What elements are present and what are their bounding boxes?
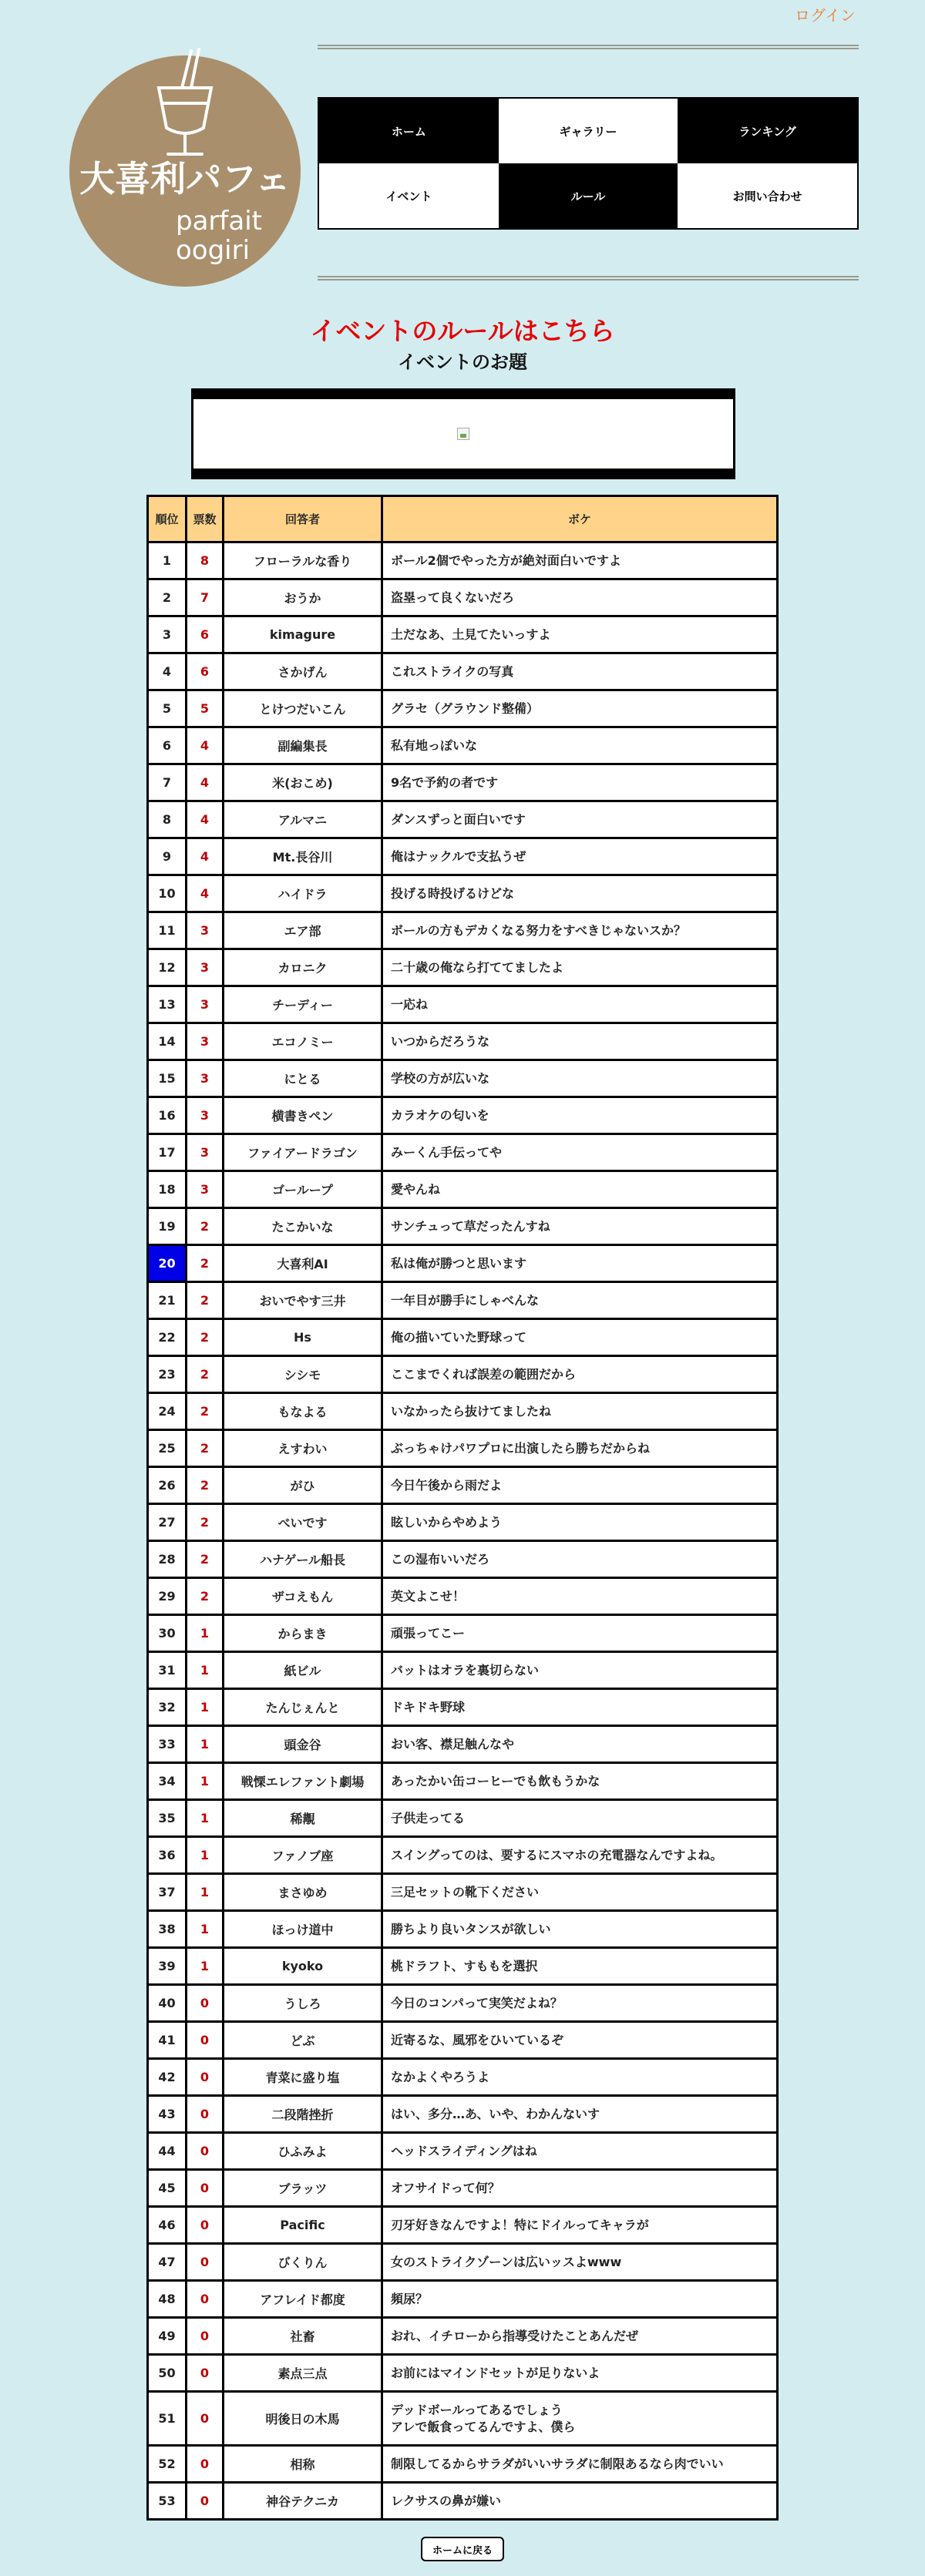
nav-event[interactable]: イベント <box>319 163 499 228</box>
rank-cell: 9 <box>148 838 187 875</box>
respondent-cell: 稀覯 <box>224 1800 382 1837</box>
boke-cell: この湿布いいだろ <box>382 1541 778 1578</box>
boke-cell: 今日のコンパって実笑だよね？ <box>382 1985 778 2022</box>
event-rules-link[interactable]: イベントのルールはこちら <box>310 316 615 346</box>
table-row <box>148 1245 778 1282</box>
table-row <box>148 1023 778 1060</box>
table-row <box>148 1208 778 1245</box>
table-row <box>148 2207 778 2244</box>
votes-cell: 2 <box>187 1393 224 1430</box>
respondent-cell: カロニク <box>224 949 382 986</box>
votes-cell: 2 <box>187 1319 224 1356</box>
votes-cell: 1 <box>187 1874 224 1911</box>
votes-cell: 0 <box>187 2133 224 2170</box>
respondent-cell: チーディー <box>224 986 382 1023</box>
boke-cell: サンチュって草だったんすね <box>382 1208 778 1245</box>
rank-cell: 24 <box>148 1393 187 1430</box>
votes-cell: 3 <box>187 1134 224 1171</box>
table-row <box>148 1652 778 1689</box>
rank-cell: 50 <box>148 2355 187 2392</box>
table-row <box>148 2318 778 2355</box>
boke-cell: ボールの方もデカくなる努力をすべきじゃないスか？ <box>382 912 778 949</box>
boke-cell: 私は俺が勝つと思います <box>382 1245 778 1282</box>
votes-cell: 0 <box>187 2170 224 2207</box>
table-row <box>148 2446 778 2483</box>
boke-cell: 俺の描いていた野球って <box>382 1319 778 1356</box>
boke-cell: 今日午後から雨だよ <box>382 1467 778 1504</box>
header-rank: 順位 <box>148 496 187 542</box>
rank-cell: 6 <box>148 727 187 764</box>
boke-cell: 制限してるからサラダがいいサラダに制限あるなら肉でいい <box>382 2446 778 2483</box>
table-row <box>148 1689 778 1726</box>
rank-cell: 14 <box>148 1023 187 1060</box>
respondent-cell: 相称 <box>224 2446 382 2483</box>
boke-cell: おい客、襟足触んなや <box>382 1726 778 1763</box>
respondent-cell: 二段階挫折 <box>224 2096 382 2133</box>
respondent-cell: まさゆめ <box>224 1874 382 1911</box>
back-to-home-button[interactable]: ホームに戻る <box>421 2537 504 2561</box>
rank-cell: 3 <box>148 616 187 653</box>
rank-cell: 40 <box>148 1985 187 2022</box>
boke-cell: 9名で予約の者です <box>382 764 778 801</box>
rank-cell: 23 <box>148 1356 187 1393</box>
respondent-cell: フローラルな香り <box>224 542 382 579</box>
rank-cell: 34 <box>148 1763 187 1800</box>
respondent-cell: ファイアードラゴン <box>224 1134 382 1171</box>
rank-cell: 29 <box>148 1578 187 1615</box>
boke-cell: なかよくやろうよ <box>382 2059 778 2096</box>
broken-image-icon <box>457 428 469 440</box>
votes-cell: 1 <box>187 1689 224 1726</box>
boke-cell: あったかい缶コーヒーでも飲もうかな <box>382 1763 778 1800</box>
votes-cell: 0 <box>187 2281 224 2318</box>
boke-cell: 近寄るな、風邪をひいているぞ <box>382 2022 778 2059</box>
header-boke: ボケ <box>382 496 778 542</box>
votes-cell: 4 <box>187 727 224 764</box>
rank-cell: 32 <box>148 1689 187 1726</box>
table-row <box>148 1356 778 1393</box>
rank-cell: 45 <box>148 2170 187 2207</box>
respondent-cell: ハイドラ <box>224 875 382 912</box>
rank-cell: 42 <box>148 2059 187 2096</box>
votes-cell: 2 <box>187 1578 224 1615</box>
respondent-cell: 米(おこめ) <box>224 764 382 801</box>
table-row <box>148 1985 778 2022</box>
votes-cell: 0 <box>187 2096 224 2133</box>
votes-cell: 3 <box>187 1023 224 1060</box>
rank-cell: 38 <box>148 1911 187 1948</box>
votes-cell: 0 <box>187 2355 224 2392</box>
table-row <box>148 1763 778 1800</box>
table-row <box>148 912 778 949</box>
respondent-cell: kyoko <box>224 1948 382 1985</box>
nav-home[interactable]: ホーム <box>319 99 499 163</box>
votes-cell: 1 <box>187 1726 224 1763</box>
votes-cell: 6 <box>187 653 224 690</box>
respondent-cell: びくりん <box>224 2244 382 2281</box>
respondent-cell: kimagure <box>224 616 382 653</box>
respondent-cell: 紙ビル <box>224 1652 382 1689</box>
table-row <box>148 1874 778 1911</box>
boke-cell: みーくん手伝ってや <box>382 1134 778 1171</box>
votes-cell: 4 <box>187 764 224 801</box>
respondent-cell: ほっけ道中 <box>224 1911 382 1948</box>
table-row <box>148 1578 778 1615</box>
respondent-cell: 横書きペン <box>224 1097 382 1134</box>
boke-cell: 盗塁って良くないだろ <box>382 579 778 616</box>
respondent-cell: Pacific <box>224 2207 382 2244</box>
main-navigation <box>318 45 859 280</box>
votes-cell: 1 <box>187 1948 224 1985</box>
votes-cell: 2 <box>187 1504 224 1541</box>
ranking-header-row <box>148 496 778 542</box>
votes-cell: 1 <box>187 1615 224 1652</box>
boke-cell: 英文よこせ！ <box>382 1578 778 1615</box>
rank-cell: 17 <box>148 1134 187 1171</box>
nav-bottom-rule <box>318 276 859 280</box>
votes-cell: 0 <box>187 2392 224 2446</box>
nav-gallery[interactable]: ギャラリー <box>499 99 678 163</box>
respondent-cell: 頭金谷 <box>224 1726 382 1763</box>
rank-cell: 43 <box>148 2096 187 2133</box>
boke-cell: グラセ（グラウンド整備） <box>382 690 778 727</box>
table-row <box>148 1282 778 1319</box>
respondent-cell: 明後日の木馬 <box>224 2392 382 2446</box>
table-row <box>148 801 778 838</box>
votes-cell: 1 <box>187 1652 224 1689</box>
table-row <box>148 1911 778 1948</box>
rank-cell: 2 <box>148 579 187 616</box>
rank-cell: 25 <box>148 1430 187 1467</box>
ranking-body <box>148 542 778 2520</box>
rank-cell: 35 <box>148 1800 187 1837</box>
votes-cell: 0 <box>187 2059 224 2096</box>
rank-cell: 18 <box>148 1171 187 1208</box>
votes-cell: 3 <box>187 986 224 1023</box>
respondent-cell: エア部 <box>224 912 382 949</box>
respondent-cell: にとる <box>224 1060 382 1097</box>
votes-cell: 8 <box>187 542 224 579</box>
respondent-cell: さかげん <box>224 653 382 690</box>
boke-cell: ここまでくれば誤差の範囲だから <box>382 1356 778 1393</box>
rank-cell: 49 <box>148 2318 187 2355</box>
boke-cell: ダンスずっと面白いです <box>382 801 778 838</box>
boke-cell: 愛やんね <box>382 1171 778 1208</box>
votes-cell: 4 <box>187 801 224 838</box>
boke-cell: 俺はナックルで支払うぜ <box>382 838 778 875</box>
table-row <box>148 2355 778 2392</box>
respondent-cell: おうか <box>224 579 382 616</box>
votes-cell: 0 <box>187 2022 224 2059</box>
rank-cell: 39 <box>148 1948 187 1985</box>
respondent-cell: ファノブ座 <box>224 1837 382 1874</box>
header-respondent: 回答者 <box>224 496 382 542</box>
nav-ranking[interactable]: ランキング <box>678 99 857 163</box>
votes-cell: 1 <box>187 1911 224 1948</box>
rank-cell: 10 <box>148 875 187 912</box>
boke-cell: これストライクの写真 <box>382 653 778 690</box>
boke-cell: ボール2個でやった方が絶対面白いですよ <box>382 542 778 579</box>
votes-cell: 3 <box>187 1060 224 1097</box>
table-row <box>148 1134 778 1171</box>
rank-cell: 52 <box>148 2446 187 2483</box>
respondent-cell: 戦慄エレファント劇場 <box>224 1763 382 1800</box>
respondent-cell: 大喜利AI <box>224 1245 382 1282</box>
nav-rules[interactable]: ルール <box>499 163 678 228</box>
table-row <box>148 1097 778 1134</box>
boke-cell: 眩しいからやめよう <box>382 1504 778 1541</box>
respondent-cell: ザコえもん <box>224 1578 382 1615</box>
rank-cell: 20 <box>148 1245 187 1282</box>
votes-cell: 5 <box>187 690 224 727</box>
votes-cell: 2 <box>187 1282 224 1319</box>
votes-cell: 4 <box>187 838 224 875</box>
respondent-cell: 青菜に盛り塩 <box>224 2059 382 2096</box>
logo-sub-parfait: parfait <box>176 206 262 237</box>
boke-cell: 勝ちより良いタンスが欲しい <box>382 1911 778 1948</box>
rank-cell: 33 <box>148 1726 187 1763</box>
table-row <box>148 1060 778 1097</box>
votes-cell: 0 <box>187 2483 224 2520</box>
rank-cell: 1 <box>148 542 187 579</box>
respondent-cell: シシモ <box>224 1356 382 1393</box>
boke-cell: ぶっちゃけパワプロに出演したら勝ちだからね <box>382 1430 778 1467</box>
table-row <box>148 2244 778 2281</box>
nav-grid <box>318 97 859 230</box>
rank-cell: 44 <box>148 2133 187 2170</box>
table-row <box>148 2483 778 2520</box>
table-row <box>148 1726 778 1763</box>
respondent-cell: たんじぇんと <box>224 1689 382 1726</box>
boke-cell: 二十歳の俺なら打ててましたよ <box>382 949 778 986</box>
logo-sub-oogiri: oogiri <box>175 235 251 266</box>
respondent-cell: アフレイド都度 <box>224 2281 382 2318</box>
votes-cell: 1 <box>187 1800 224 1837</box>
votes-cell: 0 <box>187 2244 224 2281</box>
table-row <box>148 1430 778 1467</box>
respondent-cell: どぶ <box>224 2022 382 2059</box>
table-row <box>148 1504 778 1541</box>
respondent-cell: 神谷テクニカ <box>224 2483 382 2520</box>
table-row <box>148 949 778 986</box>
votes-cell: 0 <box>187 2318 224 2355</box>
respondent-cell: 社畜 <box>224 2318 382 2355</box>
respondent-cell: ブラッツ <box>224 2170 382 2207</box>
parfait-oogiri-logo[interactable] <box>68 48 302 287</box>
boke-cell: 子供走ってる <box>382 1800 778 1837</box>
rank-cell: 15 <box>148 1060 187 1097</box>
rank-cell: 37 <box>148 1874 187 1911</box>
respondent-cell: うしろ <box>224 1985 382 2022</box>
votes-cell: 1 <box>187 1763 224 1800</box>
respondent-cell: ひふみよ <box>224 2133 382 2170</box>
table-row <box>148 986 778 1023</box>
rank-cell: 51 <box>148 2392 187 2446</box>
votes-cell: 2 <box>187 1245 224 1282</box>
rank-cell: 7 <box>148 764 187 801</box>
rank-cell: 31 <box>148 1652 187 1689</box>
votes-cell: 0 <box>187 2207 224 2244</box>
votes-cell: 4 <box>187 875 224 912</box>
votes-cell: 0 <box>187 2446 224 2483</box>
boke-cell: カラオケの匂いを <box>382 1097 778 1134</box>
boke-cell: レクサスの鼻が嫌い <box>382 2483 778 2520</box>
table-row <box>148 727 778 764</box>
event-theme-image-frame <box>191 388 735 479</box>
table-row <box>148 1615 778 1652</box>
votes-cell: 2 <box>187 1430 224 1467</box>
boke-cell: スイングってのは、要するにスマホの充電器なんですよね。 <box>382 1837 778 1874</box>
rank-cell: 26 <box>148 1467 187 1504</box>
votes-cell: 3 <box>187 1097 224 1134</box>
boke-cell: 刃牙好きなんですよ！特にドイルってキャラが <box>382 2207 778 2244</box>
respondent-cell: ゴーループ <box>224 1171 382 1208</box>
votes-cell: 0 <box>187 1985 224 2022</box>
boke-cell: バットはオラを裏切らない <box>382 1652 778 1689</box>
respondent-cell: とけつだいこん <box>224 690 382 727</box>
respondent-cell: Mt.長谷川 <box>224 838 382 875</box>
rank-cell: 13 <box>148 986 187 1023</box>
boke-cell: ドキドキ野球 <box>382 1689 778 1726</box>
nav-contact[interactable]: お問い合わせ <box>678 163 857 228</box>
rank-cell: 27 <box>148 1504 187 1541</box>
votes-cell: 2 <box>187 1208 224 1245</box>
table-row <box>148 653 778 690</box>
rank-cell: 28 <box>148 1541 187 1578</box>
table-row <box>148 2133 778 2170</box>
rank-cell: 36 <box>148 1837 187 1874</box>
table-row <box>148 1393 778 1430</box>
boke-cell: 頑張ってこー <box>382 1615 778 1652</box>
table-row <box>148 838 778 875</box>
votes-cell: 7 <box>187 579 224 616</box>
rank-cell: 46 <box>148 2207 187 2244</box>
boke-cell: 学校の方が広いな <box>382 1060 778 1097</box>
boke-cell: おれ、イチローから指導受けたことあんだぜ <box>382 2318 778 2355</box>
respondent-cell: 素点三点 <box>224 2355 382 2392</box>
boke-cell: デッドボールってあるでしょう アレで飯食ってるんですよ、僕ら <box>382 2392 778 2446</box>
table-row <box>148 1837 778 1874</box>
respondent-cell: べいです <box>224 1504 382 1541</box>
boke-cell: 投げる時投げるけどな <box>382 875 778 912</box>
respondent-cell: エコノミー <box>224 1023 382 1060</box>
table-row <box>148 1467 778 1504</box>
votes-cell: 2 <box>187 1467 224 1504</box>
table-row <box>148 1171 778 1208</box>
rank-cell: 41 <box>148 2022 187 2059</box>
rank-cell: 47 <box>148 2244 187 2281</box>
rank-cell: 4 <box>148 653 187 690</box>
table-row <box>148 1319 778 1356</box>
table-row <box>148 2096 778 2133</box>
boke-cell: ヘッドスライディングはね <box>382 2133 778 2170</box>
event-theme-heading: イベントのお題 <box>398 351 527 373</box>
table-row <box>148 579 778 616</box>
boke-cell: 桃ドラフト、すももを選択 <box>382 1948 778 1985</box>
rank-cell: 5 <box>148 690 187 727</box>
rank-cell: 8 <box>148 801 187 838</box>
table-row <box>148 875 778 912</box>
table-row <box>148 764 778 801</box>
votes-cell: 3 <box>187 1171 224 1208</box>
boke-cell: 私有地っぽいな <box>382 727 778 764</box>
rank-cell: 22 <box>148 1319 187 1356</box>
login-link[interactable]: ログイン <box>795 6 856 25</box>
rank-cell: 19 <box>148 1208 187 1245</box>
respondent-cell: からまき <box>224 1615 382 1652</box>
boke-cell: お前にはマインドセットが足りないよ <box>382 2355 778 2392</box>
respondent-cell: Hs <box>224 1319 382 1356</box>
boke-cell: いなかったら抜けてましたね <box>382 1393 778 1430</box>
table-row <box>148 2170 778 2207</box>
rank-cell: 16 <box>148 1097 187 1134</box>
table-row <box>148 542 778 579</box>
votes-cell: 2 <box>187 1541 224 1578</box>
boke-cell: 三足セットの靴下ください <box>382 1874 778 1911</box>
boke-cell: 土だなあ、土見てたいっすよ <box>382 616 778 653</box>
rank-cell: 11 <box>148 912 187 949</box>
table-row <box>148 616 778 653</box>
table-row <box>148 2059 778 2096</box>
nav-top-rule <box>318 45 859 49</box>
respondent-cell: 副編集長 <box>224 727 382 764</box>
respondent-cell: たこかいな <box>224 1208 382 1245</box>
table-row <box>148 2392 778 2446</box>
header-votes: 票数 <box>187 496 224 542</box>
votes-cell: 3 <box>187 949 224 986</box>
respondent-cell: アルマニ <box>224 801 382 838</box>
respondent-cell: ハナゲール船長 <box>224 1541 382 1578</box>
boke-cell: はい、多分…あ、いや、わかんないす <box>382 2096 778 2133</box>
boke-cell: 一応ね <box>382 986 778 1023</box>
table-row <box>148 690 778 727</box>
logo-title: 大喜利パフェ <box>79 158 291 200</box>
table-row <box>148 2281 778 2318</box>
table-row <box>148 1800 778 1837</box>
table-row <box>148 1541 778 1578</box>
table-row <box>148 1948 778 1985</box>
rank-cell: 30 <box>148 1615 187 1652</box>
table-row <box>148 2022 778 2059</box>
rank-cell: 21 <box>148 1282 187 1319</box>
respondent-cell: もなよる <box>224 1393 382 1430</box>
rank-cell: 53 <box>148 2483 187 2520</box>
boke-cell: 頻尿？ <box>382 2281 778 2318</box>
respondent-cell: えすわい <box>224 1430 382 1467</box>
votes-cell: 6 <box>187 616 224 653</box>
rank-cell: 12 <box>148 949 187 986</box>
ranking-table <box>146 495 779 2521</box>
boke-cell: オフサイドって何？ <box>382 2170 778 2207</box>
respondent-cell: おいでやす三井 <box>224 1282 382 1319</box>
boke-cell: いつからだろうな <box>382 1023 778 1060</box>
boke-cell: 一年目が勝手にしゃべんな <box>382 1282 778 1319</box>
votes-cell: 2 <box>187 1356 224 1393</box>
votes-cell: 1 <box>187 1837 224 1874</box>
votes-cell: 3 <box>187 912 224 949</box>
rank-cell: 48 <box>148 2281 187 2318</box>
boke-cell: 女のストライクゾーンは広いッスよwww <box>382 2244 778 2281</box>
respondent-cell: がひ <box>224 1467 382 1504</box>
